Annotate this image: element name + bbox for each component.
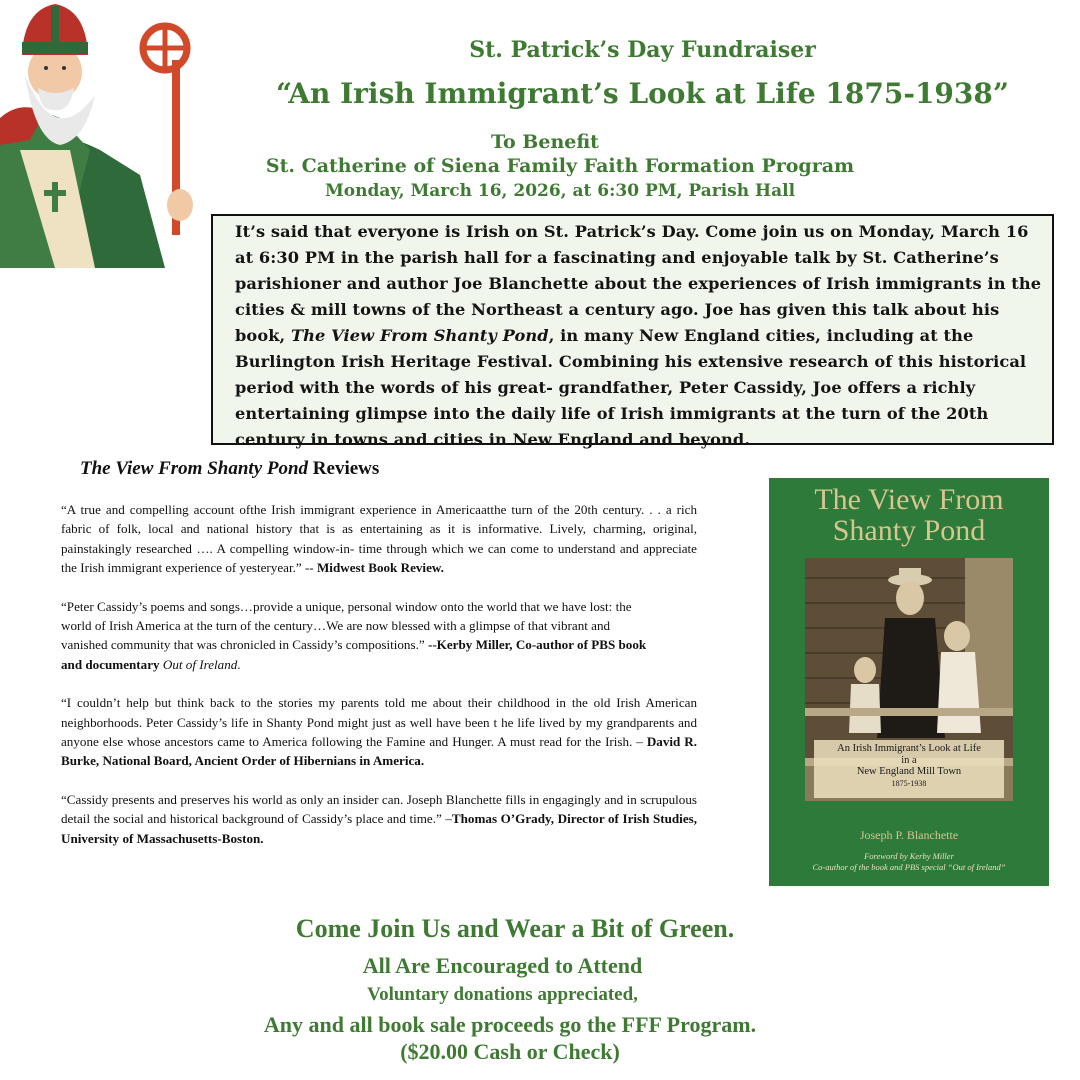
intro-box xyxy=(211,214,1054,449)
footer-join: Come Join Us and Wear a Bit of Green. xyxy=(295,914,735,943)
reviews-heading xyxy=(80,458,379,480)
intro-part-1: It’s said that everyone is Irish on St. Patrick’s Day. Come join us on Monday, March 16 at 6:30 PM in the parish hall for a fascinating and enjoyable talk by St. Catherine’s parishioner and author Joe Blanchette about the experiences of Irish immigrants in the cities & mill towns of the Northeast a century ago. Joe has given this talk about his book, xyxy=(235,222,1042,345)
intro-paragraph xyxy=(235,219,1042,453)
intro-part-2: , in many New England cities, including at the Burlington Irish Heritage Festival. Combining his extensive research of this historical period with the words of his great- grandfather, Peter Cassidy, Joe offers a richly entertaining glimpse into the daily life of Irish immigrants at the turn of the 20th century in towns and cities in New England and beyond. xyxy=(235,326,1027,449)
review-2 xyxy=(61,597,651,675)
review-source-italic: Out of Ireland xyxy=(162,656,238,672)
event-title: St. Patrick’s Day Fundraiser xyxy=(469,37,816,63)
reviews-heading-label: Reviews xyxy=(308,458,380,479)
organization-name: St. Catherine of Siena Family Faith Formation Program xyxy=(265,155,855,177)
footer-proceeds: Any and all book sale proceeds go the FFF Program. xyxy=(263,1012,757,1037)
review-3 xyxy=(61,693,697,771)
event-date: Monday, March 16, 2026, at 6:30 PM, Parish Hall xyxy=(324,181,796,201)
book-cover xyxy=(769,478,1049,886)
benefit-label: To Benefit xyxy=(491,131,599,153)
book-foreword-line-2: Co-author of the book and PBS special “Out of Ireland” xyxy=(812,862,1006,872)
book-cover-subtitle xyxy=(814,740,1004,798)
footer-price: ($20.00 Cash or Check) xyxy=(400,1039,620,1064)
review-source: David R. Burke, National Board, Ancient Order of Hibernians in America. xyxy=(61,734,697,769)
intro-book-title: The View From Shanty Pond xyxy=(291,326,549,345)
review-source-end: . xyxy=(237,656,241,672)
review-4 xyxy=(61,790,697,848)
book-cover-title xyxy=(769,484,1049,546)
review-source: --Kerby Miller, Co-author of PBS book and documentary xyxy=(61,637,647,672)
book-foreword-line-1: Foreword by Kerby Miller xyxy=(864,851,954,861)
review-text: “A true and compelling account ofthe Irish immigrant experience in Americaatthe turn of the 20th century. . . a rich fabric of folk, local and national history that is as entertaining as it is informative. Lively, charming, original, painstakingly researched …. A compelling window-in- time through which we can come to understand and appreciate the Irish immigrant experience of yesteryear.” -- xyxy=(61,502,697,576)
event-subtitle: “An Irish Immigrant’s Look at Life 1875-1938” xyxy=(276,77,1009,110)
book-subtitle-line-3: New England Mill Town xyxy=(856,766,962,777)
book-author: Joseph P. Blanchette xyxy=(859,828,959,842)
book-subtitle-line-2: in a xyxy=(901,754,917,766)
review-text: “I couldn’t help but think back to the stories my parents told me about their childhood in the old Irish American neighborhoods. Peter Cassidy’s life in Shanty Pond might just as well have been t he life lived by my grandparents and anyone else whose ancestors came to America following the Famine and Hunger. A must read for the Irish. – xyxy=(61,695,697,750)
review-text: “Peter Cassidy’s poems and songs…provide a unique, personal window onto the world that we have lost: the world of Irish America at the turn of the century…We are now blessed with a glimpse of that vibrant and vanished community that was chronicled in Cassidy’s compositions.” xyxy=(61,598,632,653)
reviews-heading-book: The View From Shanty Pond xyxy=(80,458,309,479)
st-patrick-illustration xyxy=(0,0,205,268)
book-subtitle-line-1: An Irish Immigrant’s Look at Life xyxy=(837,743,981,754)
footer-all-encouraged: All Are Encouraged to Attend xyxy=(362,953,643,978)
reviews-list xyxy=(61,500,697,867)
book-title-line-2: Shanty Pond xyxy=(832,514,986,547)
review-1 xyxy=(61,500,697,578)
book-foreword xyxy=(769,851,1049,873)
book-years: 1875-1938 xyxy=(891,778,927,788)
review-source: Thomas O’Grady, Director of Irish Studies, University of Massachusetts-Boston. xyxy=(61,811,698,846)
footer-voluntary-donations: Voluntary donations appreciated, xyxy=(367,984,638,1005)
book-title-line-1: The View From xyxy=(814,483,1004,516)
review-text: “Cassidy presents and preserves his world as only an insider can. Joseph Blanchette fills in engagingly and in scrupulous detail the social and historical background of Cassidy’s place and time.” – xyxy=(61,791,697,827)
review-source: Midwest Book Review. xyxy=(316,560,444,576)
